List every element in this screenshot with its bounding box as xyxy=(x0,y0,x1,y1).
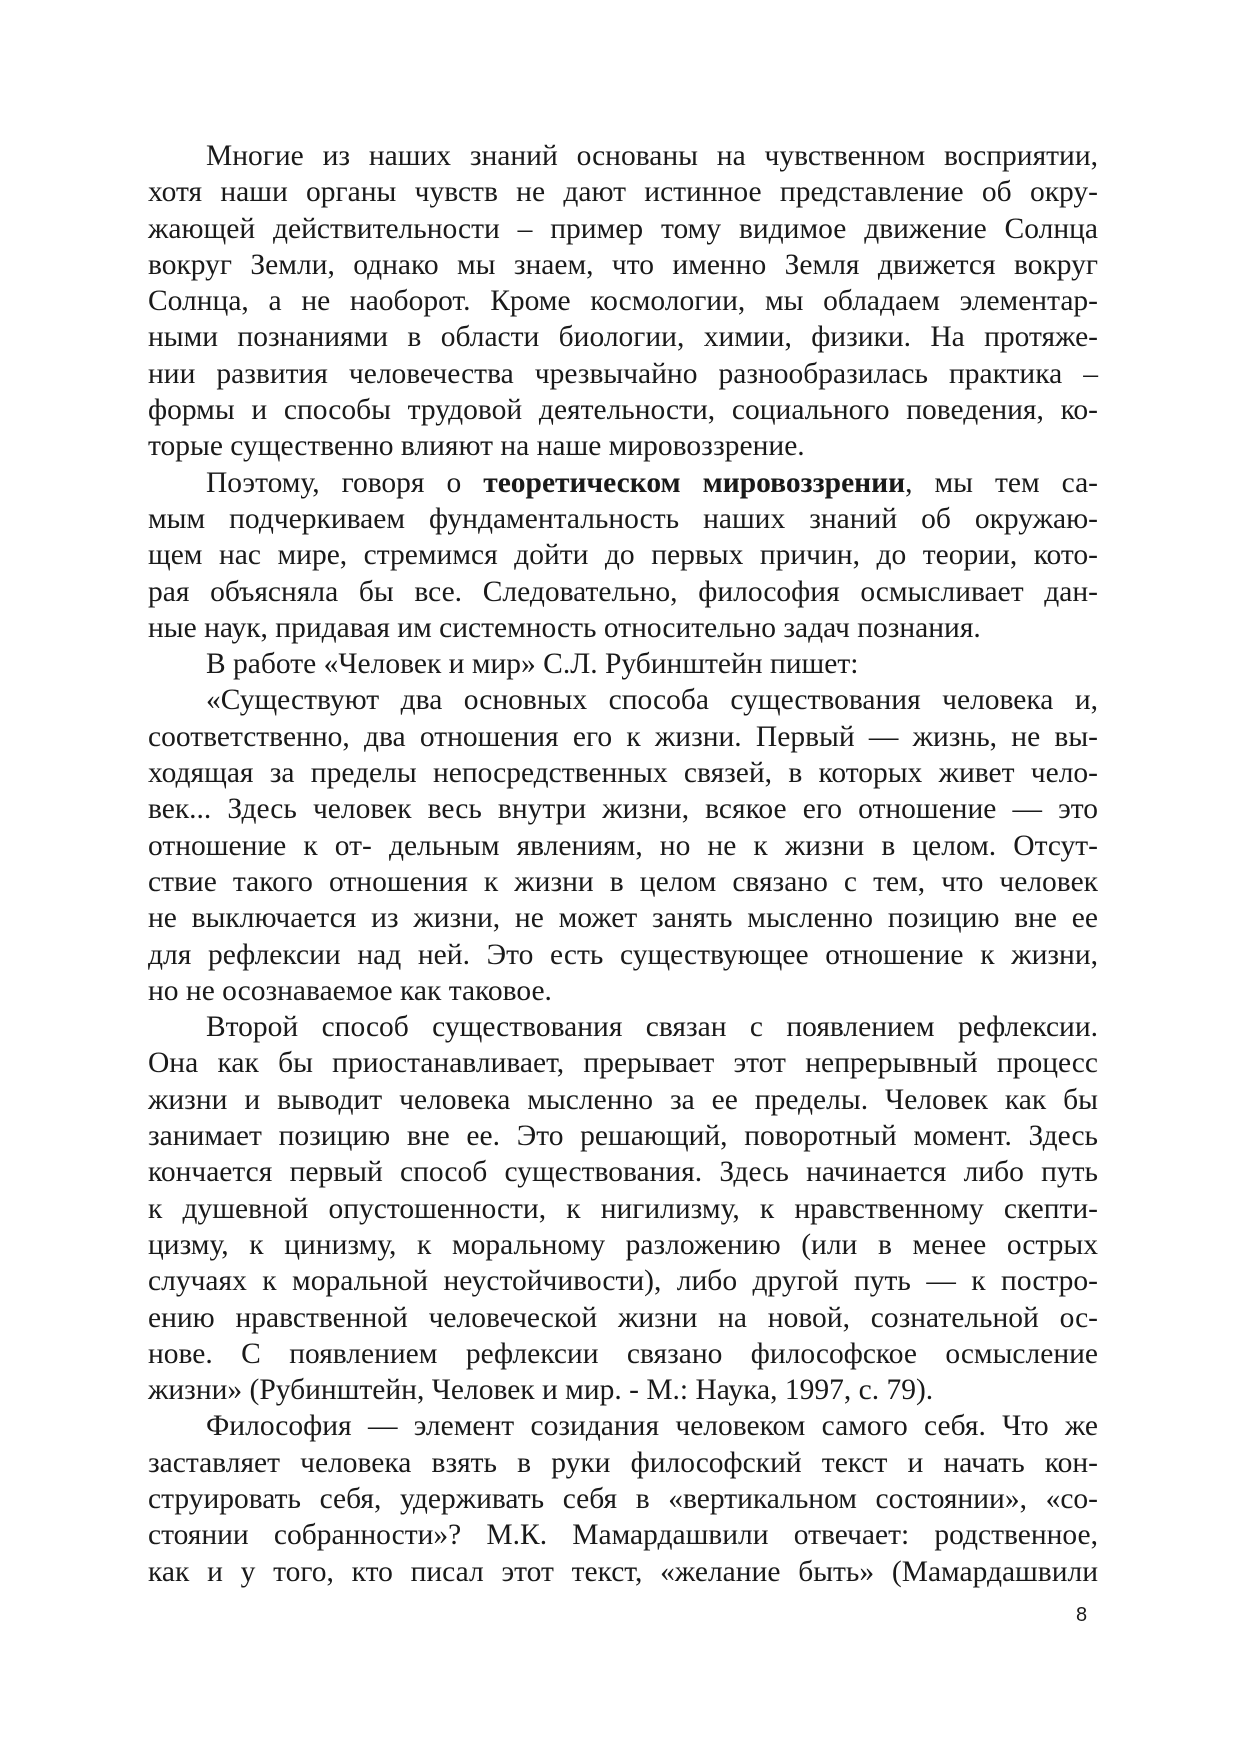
text-line: вокруг Земли, однако мы знаем, что именно Земля движется вокруг xyxy=(148,248,1098,281)
text-line: формы и способы трудовой деятельности, социального поведения, ко- xyxy=(148,394,1098,427)
text-line: занимает позицию вне ее. Это решающий, поворотный момент. Здесь xyxy=(148,1120,1098,1153)
text-line: жающей действительности – пример тому видимое движение Солнца xyxy=(148,212,1098,245)
text-line: ные наук, придавая им системность относительно задач познания. xyxy=(148,611,981,644)
text-line: стоянии собранности»? М.К. Мамардашвили отвечает: родственное, xyxy=(148,1519,1098,1552)
text-line: не выключается из жизни, не может занять мысленно позицию вне ее xyxy=(148,902,1098,935)
text-line: Второй способ существования связан с появлением рефлексии. xyxy=(206,1011,1098,1044)
text-line: ными познаниями в области биологии, химии, физики. На протяже- xyxy=(148,321,1098,354)
text-line: для рефлексии над ней. Это есть существующее отношение к жизни, xyxy=(148,938,1098,971)
text-line: рая объясняла бы все. Следовательно, философия осмысливает дан- xyxy=(148,575,1098,608)
text-line: отношение к от- дельным явлениям, но не к жизни в целом. Отсут- xyxy=(148,829,1098,862)
text-line: нии развития человечества чрезвычайно разнообразилась практика – xyxy=(148,357,1098,390)
text-line: Многие из наших знаний основаны на чувственном восприятии, xyxy=(206,140,1098,172)
text-line: В работе «Человек и мир» С.Л. Рубинштейн пишет: xyxy=(206,648,859,681)
text-line: к душевной опустошенности, к нигилизму, к нравственному скепти- xyxy=(148,1192,1098,1225)
document-body xyxy=(148,138,1098,1590)
text-line xyxy=(148,465,1098,501)
text-line: случаях к моральной неустойчивости), либо другой путь — к постро- xyxy=(148,1265,1098,1298)
paragraph-2 xyxy=(148,465,1098,646)
text-line: кончается первый способ существования. Здесь начинается либо путь xyxy=(148,1156,1098,1189)
text-line: «Существуют два основных способа существования человека и, xyxy=(206,684,1098,717)
text-line: жизни» (Рубинштейн, Человек и мир. - М.: Наука, 1997, с. 79). xyxy=(148,1374,934,1407)
text-line: нове. С появлением рефлексии связано философское осмысление xyxy=(148,1337,1098,1370)
emphasized-term: теоретическом мировоззрении xyxy=(483,466,906,499)
text-run: , мы тем са- xyxy=(905,466,1098,499)
paragraph-3 xyxy=(148,646,1098,682)
paragraph-4-quote xyxy=(148,682,1098,1009)
paragraph-5-quote xyxy=(148,1009,1098,1408)
page-number: 8 xyxy=(1076,1604,1088,1626)
text-line: ствие такого отношения к жизни в целом связано с тем, что человек xyxy=(148,865,1098,898)
text-line: ению нравственной человеческой жизни на новой, сознательной ос- xyxy=(148,1301,1098,1334)
text-line: Солнца, а не наоборот. Кроме космологии, мы обладаем элементар- xyxy=(148,285,1098,318)
text-line: струировать себя, удерживать себя в «вертикальном состоянии», «со- xyxy=(148,1482,1098,1515)
text-line: Философия — элемент созидания человеком самого себя. Что же xyxy=(206,1410,1098,1443)
text-line: щем нас мире, стремимся дойти до первых причин, до теории, кото- xyxy=(148,539,1098,572)
text-line: но не осознаваемое как таковое. xyxy=(148,974,552,1007)
text-line: Она как бы приостанавливает, прерывает этот непрерывный процесс xyxy=(148,1047,1098,1080)
text-line: как и у того, кто писал этот текст, «желание быть» (Мамардашвили xyxy=(148,1555,1098,1588)
paragraph-6 xyxy=(148,1408,1098,1589)
text-line: соответственно, два отношения его к жизни. Первый — жизнь, не вы- xyxy=(148,720,1098,753)
text-line: ходящая за пределы непосредственных связей, в которых живет чело- xyxy=(148,757,1098,790)
text-line: цизму, к цинизму, к моральному разложению (или в менее острых xyxy=(148,1228,1098,1261)
text-line: заставляет человека взять в руки философский текст и начать кон- xyxy=(148,1446,1098,1479)
text-line: жизни и выводит человека мысленно за ее пределы. Человек как бы xyxy=(148,1083,1098,1116)
text-line: торые существенно влияют на наше мировоззрение. xyxy=(148,430,805,463)
text-line: хотя наши органы чувств не дают истинное представление об окру- xyxy=(148,176,1098,209)
text-run: Поэтому, говоря о xyxy=(206,466,484,499)
text-line: мым подчеркиваем фундаментальность наших знаний об окружаю- xyxy=(148,502,1098,535)
text-line: век... Здесь человек весь внутри жизни, всякое его отношение — это xyxy=(148,793,1098,826)
paragraph-1 xyxy=(148,138,1098,465)
